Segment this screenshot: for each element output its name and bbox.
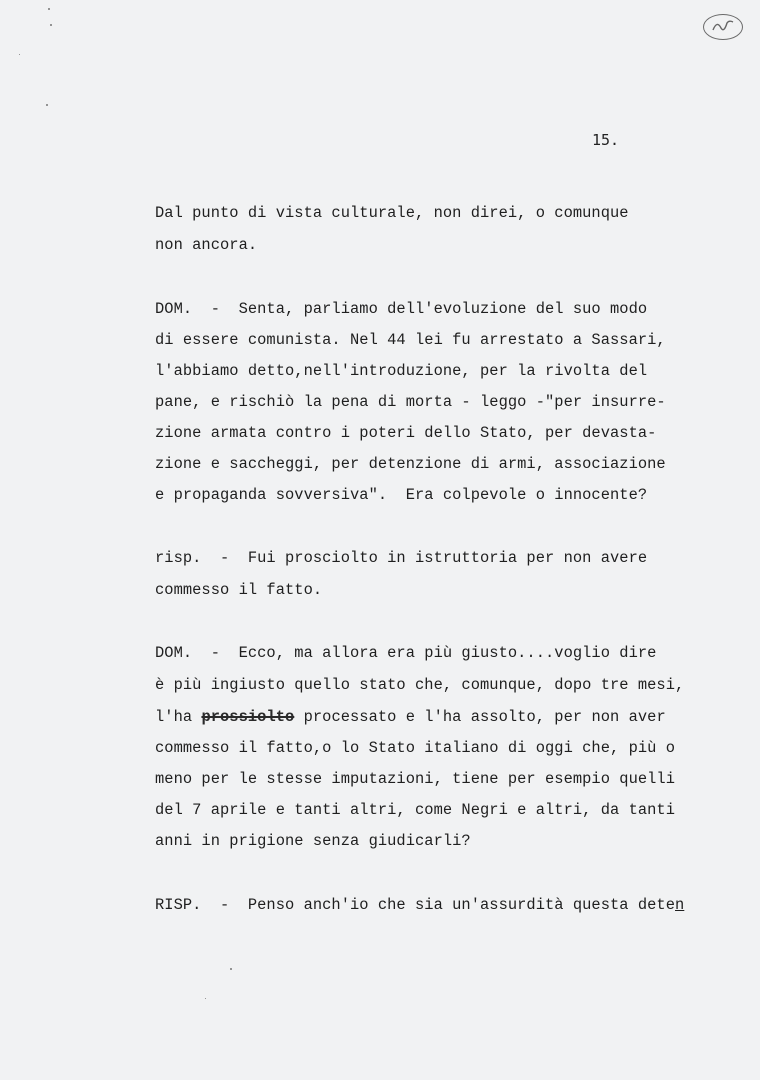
text-line: commesso il fatto,o lo Stato italiano di oggi che, più o xyxy=(155,739,676,757)
text-line: pane, e rischiò la pena di morta - leggo -"per insurre- xyxy=(155,393,666,411)
text-fragment: l'ha xyxy=(155,708,202,726)
text-line xyxy=(155,708,666,726)
text-line: e propaganda sovversiva". Era colpevole o innocente? xyxy=(155,486,648,504)
text-line: anni in prigione senza giudicarli? xyxy=(155,832,471,850)
text-line: di essere comunista. Nel 44 lei fu arrestato a Sassari, xyxy=(155,331,666,349)
page-number: 15. xyxy=(592,131,620,149)
text-line: commesso il fatto. xyxy=(155,581,323,599)
stamp-icon xyxy=(711,19,735,33)
text-line: del 7 aprile e tanti altri, come Negri e altri, da tanti xyxy=(155,801,676,819)
text-line: è più ingiusto quello stato che, comunque, dopo tre mesi, xyxy=(155,676,685,694)
text-line: meno per le stesse imputazioni, tiene per esempio quelli xyxy=(155,770,676,788)
text-line: risp. - Fui prosciolto in istruttoria per non avere xyxy=(155,549,648,567)
text-fragment: RISP. - Penso anch'io che sia un'assurdità questa dete xyxy=(155,896,676,914)
text-fragment: processato e l'ha assolto, per non aver xyxy=(294,708,666,726)
archive-stamp xyxy=(703,14,743,40)
text-line: DOM. - Ecco, ma allora era più giusto....voglio dire xyxy=(155,644,657,662)
text-line: zione armata contro i poteri dello Stato, per devasta- xyxy=(155,424,657,442)
underlined-letter: n xyxy=(675,896,685,914)
text-line: zione e saccheggi, per detenzione di armi, associazione xyxy=(155,455,666,473)
text-line xyxy=(155,896,684,914)
text-line: l'abbiamo detto,nell'introduzione, per la rivolta del xyxy=(155,362,648,380)
struck-out-word: prossiolto xyxy=(201,708,295,726)
text-line: non ancora. xyxy=(155,236,258,254)
text-line: Dal punto di vista culturale, non direi, o comunque xyxy=(155,204,629,222)
text-line: DOM. - Senta, parliamo dell'evoluzione del suo modo xyxy=(155,300,648,318)
